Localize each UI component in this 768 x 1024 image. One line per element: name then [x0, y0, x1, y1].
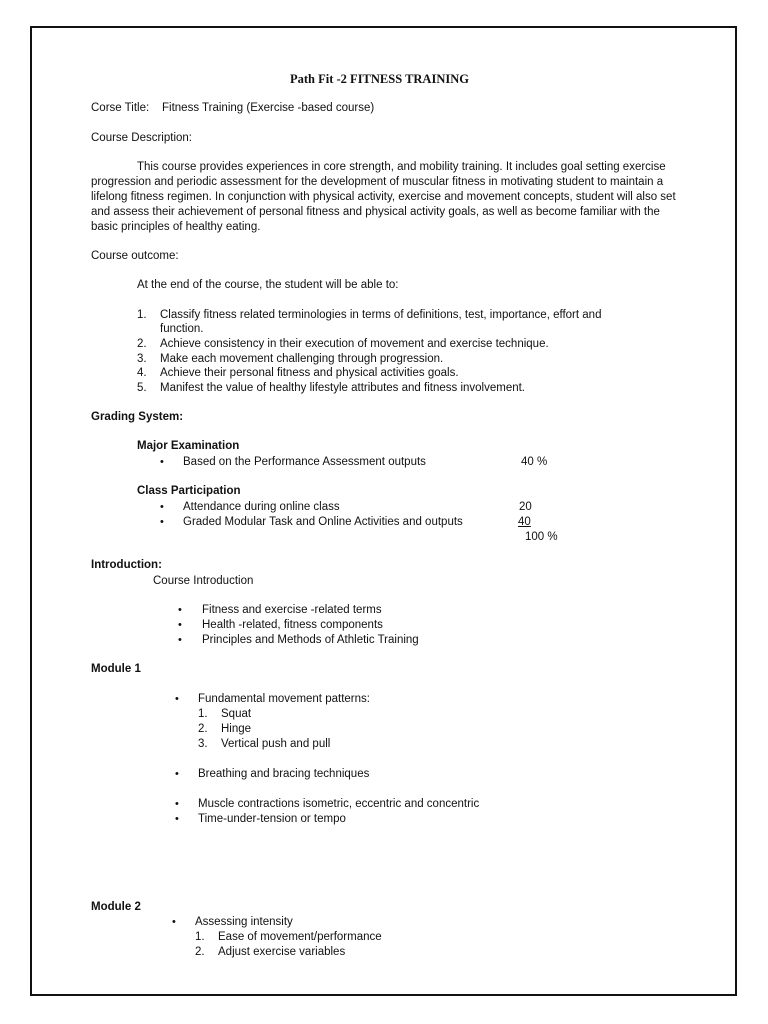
participation-total: 100 % [525, 531, 558, 543]
participation-value-1: 20 [519, 501, 532, 513]
bullet-icon: • [175, 768, 179, 780]
module2-sub-2: Adjust exercise variables [218, 946, 346, 958]
outcome-item-1-cont: function. [160, 323, 204, 335]
class-participation-heading: Class Participation [137, 485, 241, 497]
outcome-item-3: Make each movement challenging through progression. [160, 353, 444, 365]
course-outcome-intro: At the end of the course, the student will be able to: [137, 279, 399, 291]
course-introduction-subheading: Course Introduction [153, 575, 254, 587]
module2-sub-1: Ease of movement/performance [218, 931, 382, 943]
module1-sub-2: Hinge [221, 723, 252, 735]
major-exam-heading: Major Examination [137, 440, 240, 452]
module1-sub-num-3: 3. [198, 738, 208, 750]
course-description-heading: Course Description: [91, 132, 192, 144]
outcome-num-1: 1. [137, 309, 147, 321]
bullet-icon: • [175, 693, 179, 705]
bullet-icon: • [175, 813, 179, 825]
bullet-icon: • [172, 916, 176, 928]
outcome-item-1: Classify fitness related terminologies in terms of definitions, test, importance, effort and [160, 309, 602, 321]
outcome-num-2: 2. [137, 338, 147, 350]
outcome-item-5: Manifest the value of healthy lifestyle attributes and fitness involvement. [160, 382, 526, 394]
module1-sub-num-1: 1. [198, 708, 208, 720]
major-exam-item: Based on the Performance Assessment outputs [183, 456, 426, 468]
module2-heading: Module 2 [91, 901, 141, 913]
module2-sub-num-2: 2. [195, 946, 205, 958]
module2-item-1: Assessing intensity [195, 916, 293, 928]
intro-item-3: Principles and Methods of Athletic Training [202, 634, 419, 646]
module1-heading: Module 1 [91, 663, 141, 675]
module1-item-3: Muscle contractions isometric, eccentric and concentric [198, 798, 480, 810]
outcome-num-4: 4. [137, 367, 147, 379]
course-description-text: This course provides experiences in core strength, and mobility training. It includes goal setting exercise progression and periodic assessment for the development of muscular fitness in motivating student to maintain a lifelong fitness regimen. In conjunction with physical activity, exercise and movement concepts, student will also set and assess their achievement of personal fitness and physical activity goals, as well as become familiar with the basic principles of healthy eating. [91, 161, 676, 233]
page-title: Path Fit -2 FITNESS TRAINING [290, 72, 469, 86]
module1-sub-num-2: 2. [198, 723, 208, 735]
bullet-icon: • [178, 619, 182, 631]
intro-item-1: Fitness and exercise -related terms [202, 604, 382, 616]
outcome-num-5: 5. [137, 382, 147, 394]
grading-heading: Grading System: [91, 411, 184, 423]
course-title-value: Fitness Training (Exercise -based course) [162, 102, 375, 114]
module1-sub-1: Squat [221, 708, 252, 720]
course-title-label: Corse Title: [91, 102, 150, 114]
module2-sub-num-1: 1. [195, 931, 205, 943]
module1-item-4: Time-under-tension or tempo [198, 813, 346, 825]
bullet-icon: • [160, 516, 164, 528]
course-outcome-heading: Course outcome: [91, 250, 179, 262]
outcome-num-3: 3. [137, 353, 147, 365]
module1-item-2: Breathing and bracing techniques [198, 768, 370, 780]
participation-item-1: Attendance during online class [183, 501, 340, 513]
introduction-heading: Introduction: [91, 559, 162, 571]
bullet-icon: • [160, 456, 164, 468]
outcome-item-4: Achieve their personal fitness and physical activities goals. [160, 367, 459, 379]
outcome-item-2: Achieve consistency in their execution of movement and exercise technique. [160, 338, 549, 350]
participation-value-2: 40 [518, 516, 531, 528]
participation-item-2: Graded Modular Task and Online Activities and outputs [183, 516, 463, 528]
bullet-icon: • [175, 798, 179, 810]
intro-item-2: Health -related, fitness components [202, 619, 383, 631]
bullet-icon: • [178, 634, 182, 646]
module1-sub-3: Vertical push and pull [221, 738, 331, 750]
module1-item-1: Fundamental movement patterns: [198, 693, 370, 705]
bullet-icon: • [160, 501, 164, 513]
bullet-icon: • [178, 604, 182, 616]
major-exam-value: 40 % [521, 456, 548, 468]
